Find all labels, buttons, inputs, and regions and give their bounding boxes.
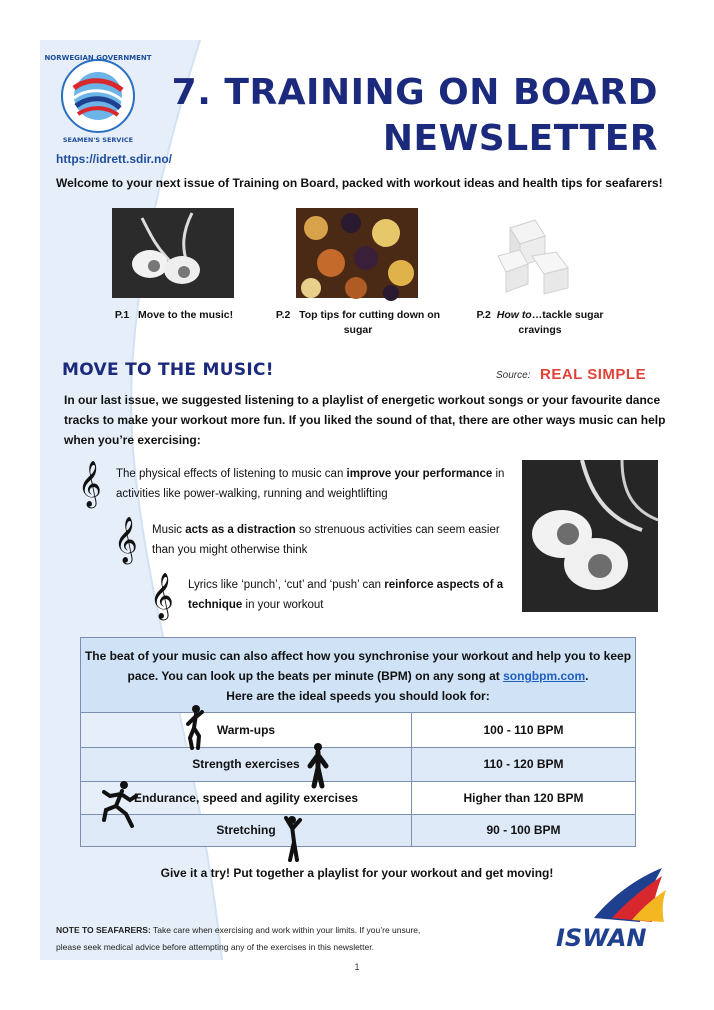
- running-figure-icon: [100, 780, 138, 828]
- bpm-intro-line-2-text: pace. You can look up the beats per minute (BPM) on any song at: [127, 669, 504, 683]
- bullet-3-pre: Lyrics like ‘punch’, ‘cut’ and ‘push’ can: [188, 579, 385, 591]
- table-row: [81, 747, 635, 781]
- bpm-table-intro: [81, 638, 635, 712]
- bpm-cell: 90 - 100 BPM: [486, 823, 561, 837]
- website-link[interactable]: https://idrett.sdir.no/: [56, 152, 172, 166]
- note-label: NOTE TO SEAFARERS:: [56, 925, 151, 935]
- contents-label-1: Move to the music!: [138, 309, 234, 321]
- contents-page-2: P.2: [275, 309, 291, 321]
- welcome-text: Welcome to your next issue of Training on Board, packed with workout ideas and health tips for seafarers!: [56, 176, 663, 190]
- earphones-thumbnail: [112, 208, 234, 298]
- bullet-3: [188, 575, 512, 615]
- title-line-2: NEWSLETTER: [382, 118, 658, 159]
- newsletter-title: [172, 70, 658, 162]
- title-line-1: 7. TRAINING ON BOARD: [171, 72, 658, 113]
- activity-cell: Endurance, speed and agility exercises: [81, 782, 412, 814]
- bpm-intro-line-3: Here are the ideal speeds you should look for:: [226, 689, 490, 703]
- real-simple-logo: REAL SIMPLE: [540, 366, 647, 383]
- contents-page-1: P.1: [114, 309, 130, 321]
- call-to-action: Give it a try! Put together a playlist for your workout and get moving!: [160, 866, 554, 880]
- contents-page-3: P.2: [476, 309, 491, 321]
- section-intro: In our last issue, we suggested listening to a playlist of energetic workout songs or your favourite dance tracks to make your workout more fun. If you liked the sound of that, there are other ways music can help when you’re exercising:: [64, 393, 666, 447]
- sugar-cubes-thumbnail: [480, 208, 602, 298]
- bullet-3-post: in your workout: [242, 599, 324, 611]
- stretching-figure-icon: [282, 814, 304, 862]
- table-row: [81, 712, 635, 747]
- activity-cell: Stretching: [81, 815, 412, 846]
- bullet-2-pre: Music: [152, 524, 186, 536]
- source-label: Source:: [496, 370, 531, 381]
- bpm-intro-line-1: The beat of your music can also affect how you synchronise your workout and help you to keep: [84, 649, 632, 663]
- sugar-cubes-image: [480, 208, 602, 298]
- bullet-1: [116, 464, 512, 504]
- bpm-intro-line-2: [81, 666, 635, 686]
- bullet-2: [152, 520, 512, 560]
- bpm-cell: 110 - 120 BPM: [483, 757, 564, 771]
- note-to-seafarers: [56, 922, 436, 956]
- songbpm-link[interactable]: songbpm.com: [503, 669, 586, 683]
- strength-figure-icon: [306, 742, 330, 788]
- activity-cell: Warm-ups: [81, 713, 412, 747]
- norwegian-seamens-service-logo: [44, 48, 152, 148]
- earphones-photo: [522, 460, 658, 612]
- dried-fruit-thumbnail: [296, 208, 418, 298]
- logo-text-bottom: SEAMEN'S SERVICE: [62, 136, 134, 144]
- logo-text-top: NORWEGIAN GOVERNMENT: [44, 54, 152, 62]
- bullet-1-bold: improve your performance: [346, 468, 493, 480]
- bpm-cell: 100 - 110 BPM: [483, 723, 564, 737]
- treble-clef-icon: 𝄞: [78, 461, 102, 507]
- contents-item-2[interactable]: [274, 308, 442, 338]
- treble-clef-icon: 𝄞: [150, 573, 174, 619]
- table-row: [81, 814, 635, 846]
- warm-up-figure-icon: [184, 704, 206, 750]
- bpm-table: [80, 637, 636, 847]
- bpm-intro-period: .: [585, 669, 589, 683]
- bullet-1-pre: The physical effects of listening to music can: [116, 468, 347, 480]
- bullet-3-bold: reinforce aspects of a technique: [188, 579, 504, 611]
- earphones-image: [522, 460, 658, 612]
- table-row: [81, 781, 635, 814]
- treble-clef-icon: 𝄞: [114, 517, 138, 563]
- earphones-image: [112, 208, 234, 298]
- contents-label-italic-3: How to: [496, 309, 532, 321]
- contents-label-2: Top tips for cutting down on sugar: [299, 309, 441, 336]
- bullet-2-bold: acts as a distraction: [185, 524, 296, 536]
- contents-label-3: …tackle sugar cravings: [518, 309, 604, 336]
- dried-fruit-image: [296, 208, 418, 298]
- iswan-logo: [552, 866, 670, 952]
- bpm-cell: Higher than 120 BPM: [463, 791, 584, 805]
- contents-item-1[interactable]: [90, 308, 258, 323]
- note-text: Take care when exercising and work within your limits. If you’re unsure, please seek medical advice before attempting any of the exercises in this newsletter.: [56, 925, 421, 952]
- bullet-2-post: so strenuous activities can seem easier than you might otherwise think: [152, 524, 500, 556]
- bullet-1-post: in activities like power-walking, running and weightlifting: [116, 468, 505, 500]
- page-number: 1: [354, 962, 360, 972]
- iswan-logo-text: ISWAN: [556, 924, 647, 952]
- section-heading: MOVE TO THE MUSIC!: [62, 360, 274, 380]
- activity-cell: Strength exercises: [81, 748, 412, 781]
- contents-item-3[interactable]: [456, 308, 624, 338]
